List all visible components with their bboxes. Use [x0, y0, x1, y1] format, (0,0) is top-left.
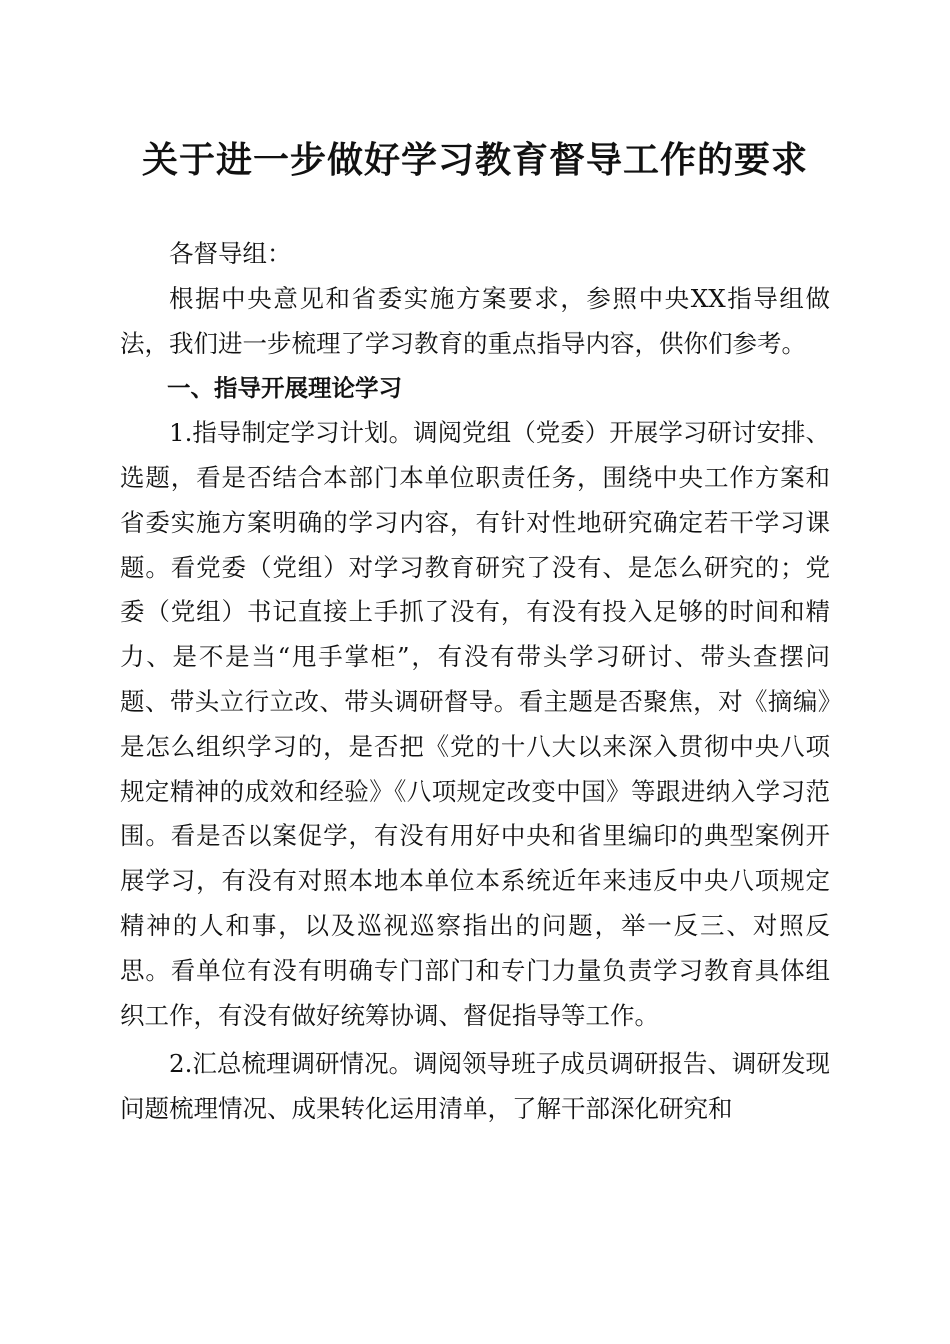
document-title: 关于进一步做好学习教育督导工作的要求 [141, 139, 808, 181]
document-body [120, 232, 830, 1132]
section-heading: 一、指导开展理论学习 [167, 374, 402, 403]
intro-paragraph: 根据中央意见和省委实施方案要求，参照中央XX指导组做法，我们进一步梳理了学习教育的重点指导内容，供你们参考。 [120, 283, 830, 358]
item-1-paragraph: 1.指导制定学习计划。调阅党组（党委）开展学习研讨安排、选题，看是否结合本部门本单位职责任务，围绕中央工作方案和省委实施方案明确的学习内容，有针对性地研究确定若干学习课题。看党委（党组）对学习教育研究了没有、是怎么研究的；党委（党组）书记直接上手抓了没有，有没有投入足够的时间和精力、是不是当“甩手掌柜”，有没有带头学习研讨、带头查摆问题、带头立行立改、带头调研督导。看主题是否聚焦，对《摘编》是怎么组织学习的，是否把《党的十八大以来深入贯彻中央八项规定精神的成效和经验》《八项规定改变中国》等跟进纳入学习范围。看是否以案促学，有没有用好中央和省里编印的典型案例开展学习，有没有对照本地本单位本系统近年来违反中央八项规定精神的人和事，以及巡视巡察指出的问题，举一反三、对照反思。看单位有没有明确专门部门和专门力量负责学习教育具体组织工作，有没有做好统筹协调、督促指导等工作。 [120, 418, 830, 1030]
item-2-paragraph: 2.汇总梳理调研情况。调阅领导班子成员调研报告、调研发现问题梳理情况、成果转化运用清单，了解干部深化研究和 [120, 1049, 830, 1124]
salutation: 各督导组： [169, 239, 292, 268]
